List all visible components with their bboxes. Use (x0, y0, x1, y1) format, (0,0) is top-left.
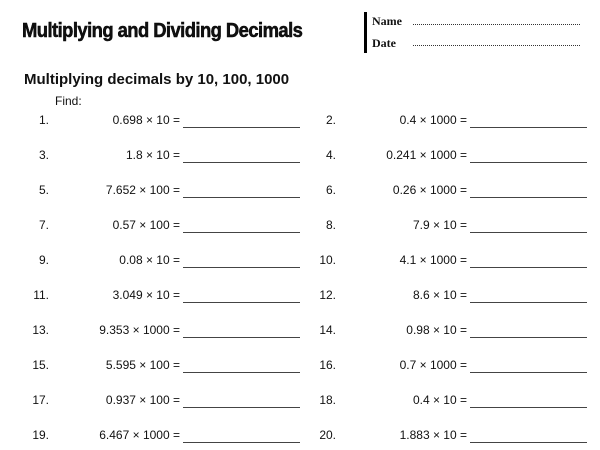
answer-line[interactable] (470, 337, 587, 338)
problem-number: 20. (319, 428, 336, 442)
name-label: Name (372, 14, 402, 28)
problem-number: 4. (325, 148, 336, 162)
problem-expression: 5.595 × 100 = (105, 358, 180, 372)
problem-expression: 3.049 × 10 = (112, 288, 180, 302)
answer-line[interactable] (183, 232, 300, 233)
problem-number: 15. (32, 358, 49, 372)
answer-line[interactable] (183, 372, 300, 373)
date-label: Date (372, 36, 396, 50)
section-title: Multiplying decimals by 10, 100, 1000 (24, 71, 290, 88)
problem-expression: 7.652 × 100 = (105, 183, 180, 197)
answer-line[interactable] (470, 372, 587, 373)
answer-line[interactable] (470, 442, 587, 443)
problem-expression: 0.7 × 1000 = (399, 358, 467, 372)
problem-number: 5. (38, 183, 49, 197)
problem-expression: 0.4 × 1000 = (399, 113, 467, 127)
answer-line[interactable] (470, 162, 587, 163)
answer-line[interactable] (470, 232, 587, 233)
answer-line[interactable] (183, 267, 300, 268)
answer-line[interactable] (470, 407, 587, 408)
answer-line[interactable] (183, 127, 300, 128)
problem-expression: 0.937 × 100 = (105, 393, 180, 407)
answer-line[interactable] (183, 302, 300, 303)
problem-number: 6. (325, 183, 336, 197)
answer-line[interactable] (470, 267, 587, 268)
answer-line[interactable] (183, 337, 300, 338)
problem-number: 3. (38, 148, 49, 162)
problem-expression: 1.8 × 10 = (125, 148, 180, 162)
problem-expression: 0.08 × 10 = (119, 253, 180, 267)
problem-expression: 0.4 × 10 = (412, 393, 467, 407)
problem-number: 8. (325, 218, 336, 232)
problem-number: 7. (38, 218, 49, 232)
problem-expression: 0.26 × 1000 = (392, 183, 467, 197)
problem-expression: 1.883 × 10 = (399, 428, 467, 442)
problem-number: 14. (319, 323, 336, 337)
instruction: Find: (55, 94, 82, 108)
name-field[interactable] (413, 24, 580, 25)
answer-line[interactable] (470, 127, 587, 128)
problem-expression: 8.6 × 10 = (412, 288, 467, 302)
answer-line[interactable] (183, 407, 300, 408)
problem-number: 1. (38, 113, 49, 127)
answer-line[interactable] (470, 302, 587, 303)
problem-expression: 6.467 × 1000 = (99, 428, 180, 442)
problem-expression: 0.98 × 10 = (406, 323, 467, 337)
problem-expression: 0.57 × 100 = (112, 218, 180, 232)
problem-number: 2. (325, 113, 336, 127)
problem-expression: 0.698 × 10 = (112, 113, 180, 127)
problem-expression: 4.1 × 1000 = (399, 253, 467, 267)
problem-expression: 9.353 × 1000 = (99, 323, 180, 337)
answer-line[interactable] (183, 442, 300, 443)
problem-expression: 0.241 × 1000 = (386, 148, 467, 162)
date-field[interactable] (413, 45, 580, 46)
answer-line[interactable] (183, 162, 300, 163)
problem-number: 13. (32, 323, 49, 337)
header-divider (364, 12, 367, 53)
answer-line[interactable] (183, 197, 300, 198)
problem-number: 9. (38, 253, 49, 267)
problem-number: 11. (33, 288, 49, 302)
problem-expression: 7.9 × 10 = (412, 218, 467, 232)
worksheet-title: Multiplying and Dividing Decimals (22, 20, 303, 42)
problem-number: 10. (319, 253, 336, 267)
answer-line[interactable] (470, 197, 587, 198)
problem-number: 18. (319, 393, 336, 407)
problem-number: 17. (32, 393, 49, 407)
problem-number: 12. (319, 288, 336, 302)
problem-number: 16. (319, 358, 336, 372)
problem-number: 19. (32, 428, 49, 442)
